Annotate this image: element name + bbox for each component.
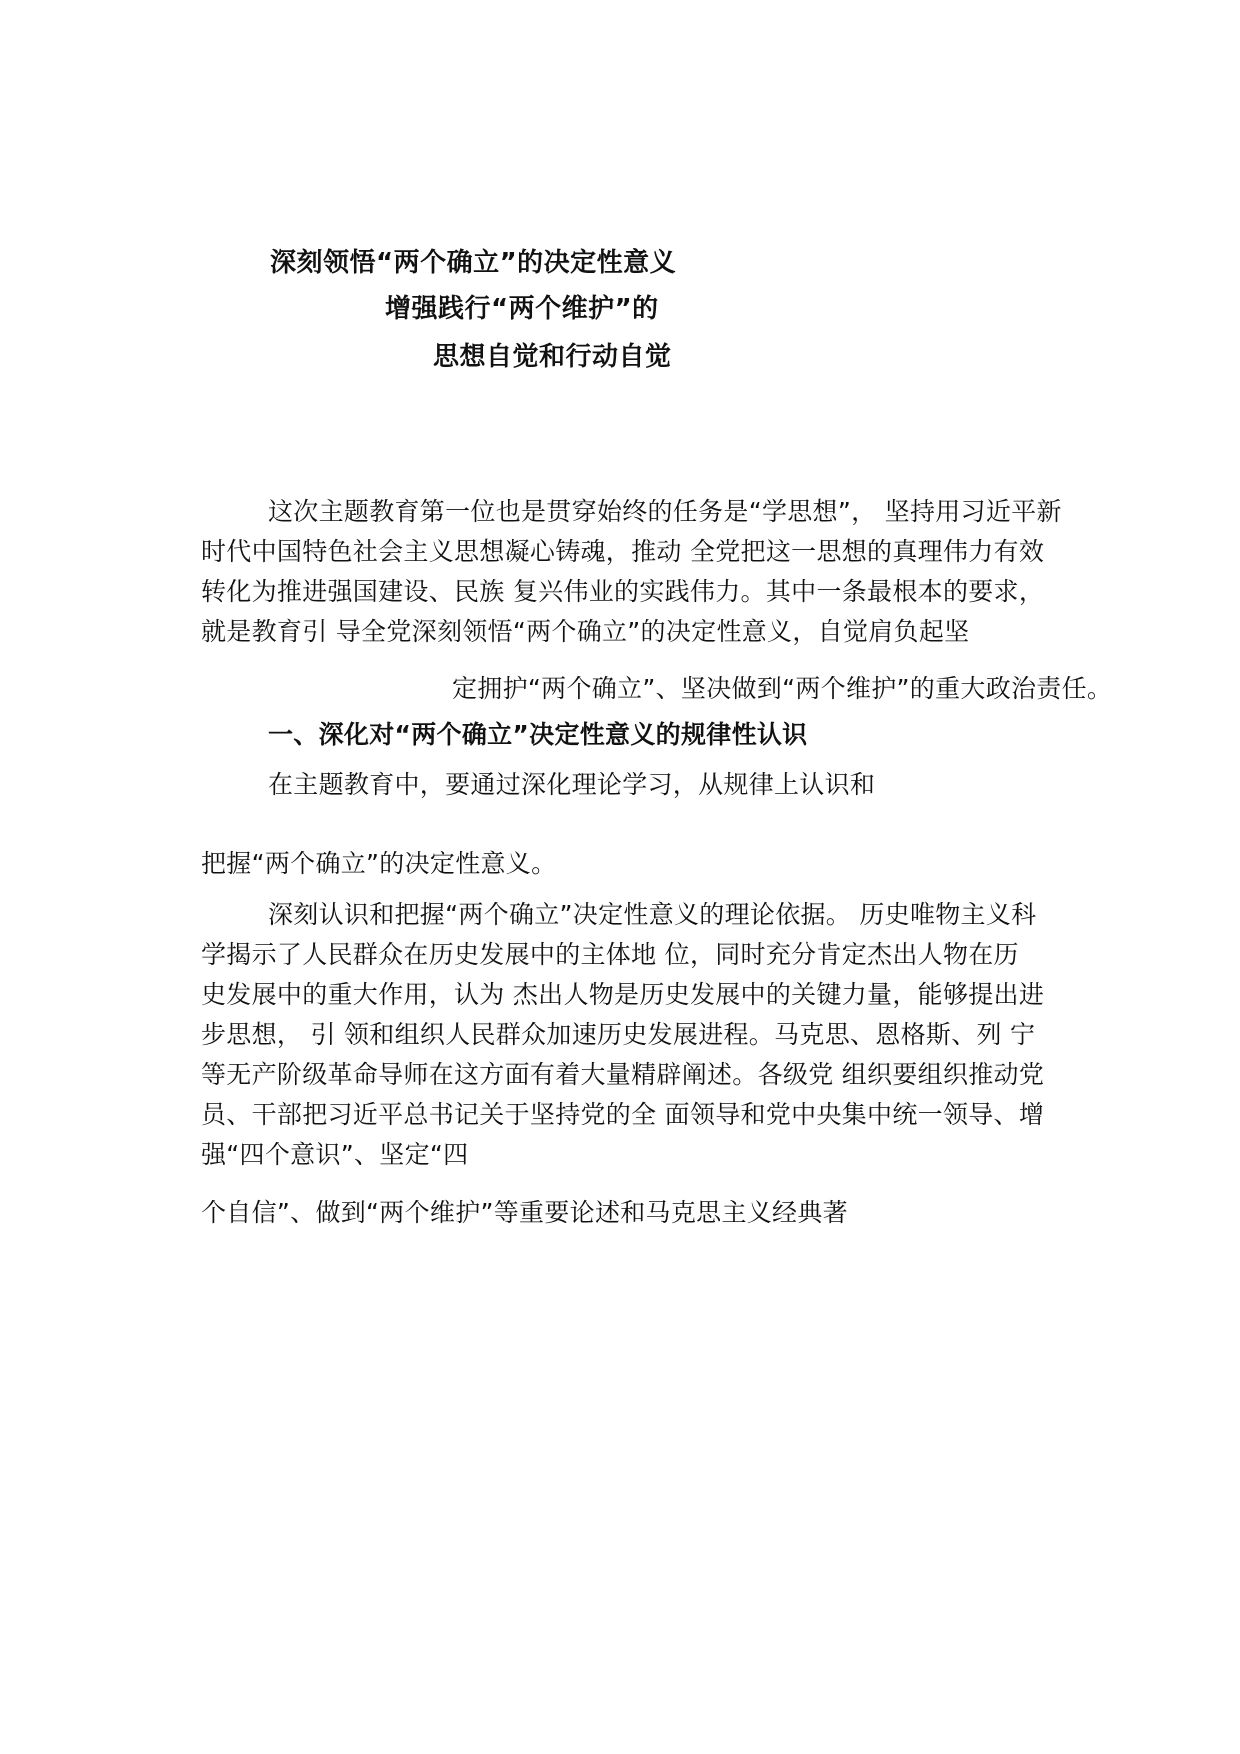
paragraph-3-line-3: 史发展中的重大作用，认为 杰出人物是历史发展中的关键力量，能够提出进 xyxy=(201,980,1045,1009)
paragraph-3-line-6: 员、干部把习近平总书记关于坚持党的全 面领导和党中央集中统一领导、增 xyxy=(201,1100,1045,1129)
paragraph-1-line-5: 定拥护“两个确立”、坚决做到“两个维护”的重大政治责任。 xyxy=(452,674,1113,703)
paragraph-1-line-1: 这次主题教育第一位也是贯穿始终的任务是“学思想”， 坚持用习近平新 xyxy=(268,497,1062,526)
paragraph-2-line-1: 在主题教育中，要通过深化理论学习，从规律上认识和 xyxy=(268,770,876,799)
paragraph-3-line-1: 深刻认识和把握“两个确立”决定性意义的理论依据。 历史唯物主义科 xyxy=(268,900,1037,929)
section-1-heading: 一、深化对“两个确立”决定性意义的规律性认识 xyxy=(268,720,808,749)
paragraph-3-line-2: 学揭示了人民群众在历史发展中的主体地 位，同时充分肯定杰出人物在历 xyxy=(201,940,1019,969)
paragraph-1-line-4: 就是教育引 导全党深刻领悟“两个确立”的决定性意义，自觉肩负起坚 xyxy=(201,617,970,646)
paragraph-3-line-8: 个自信”、做到“两个维护”等重要论述和马克思主义经典著 xyxy=(201,1198,848,1227)
title-line-1: 深刻领悟“两个确立”的决定性意义 xyxy=(270,248,677,278)
paragraph-3-line-4: 步思想， 引 领和组织人民群众加速历史发展进程。马克思、恩格斯、列 宁 xyxy=(201,1020,1036,1049)
title-line-3: 思想自觉和行动自觉 xyxy=(433,342,672,372)
paragraph-1-line-3: 转化为推进强国建设、民族 复兴伟业的实践伟力。其中一条最根本的要求， xyxy=(201,577,1045,606)
paragraph-3-line-5: 等无产阶级革命导师在这方面有着大量精辟阐述。各级党 组织要组织推动党 xyxy=(201,1060,1045,1089)
paragraph-3-line-7: 强“四个意识”、坚定“四 xyxy=(201,1140,469,1169)
title-line-2: 增强践行“两个维护”的 xyxy=(385,294,659,324)
paragraph-2-line-2: 把握“两个确立”的决定性意义。 xyxy=(201,849,557,878)
paragraph-1-line-2: 时代中国特色社会主义思想凝心铸魂，推动 全党把这一思想的真理伟力有效 xyxy=(201,537,1045,566)
